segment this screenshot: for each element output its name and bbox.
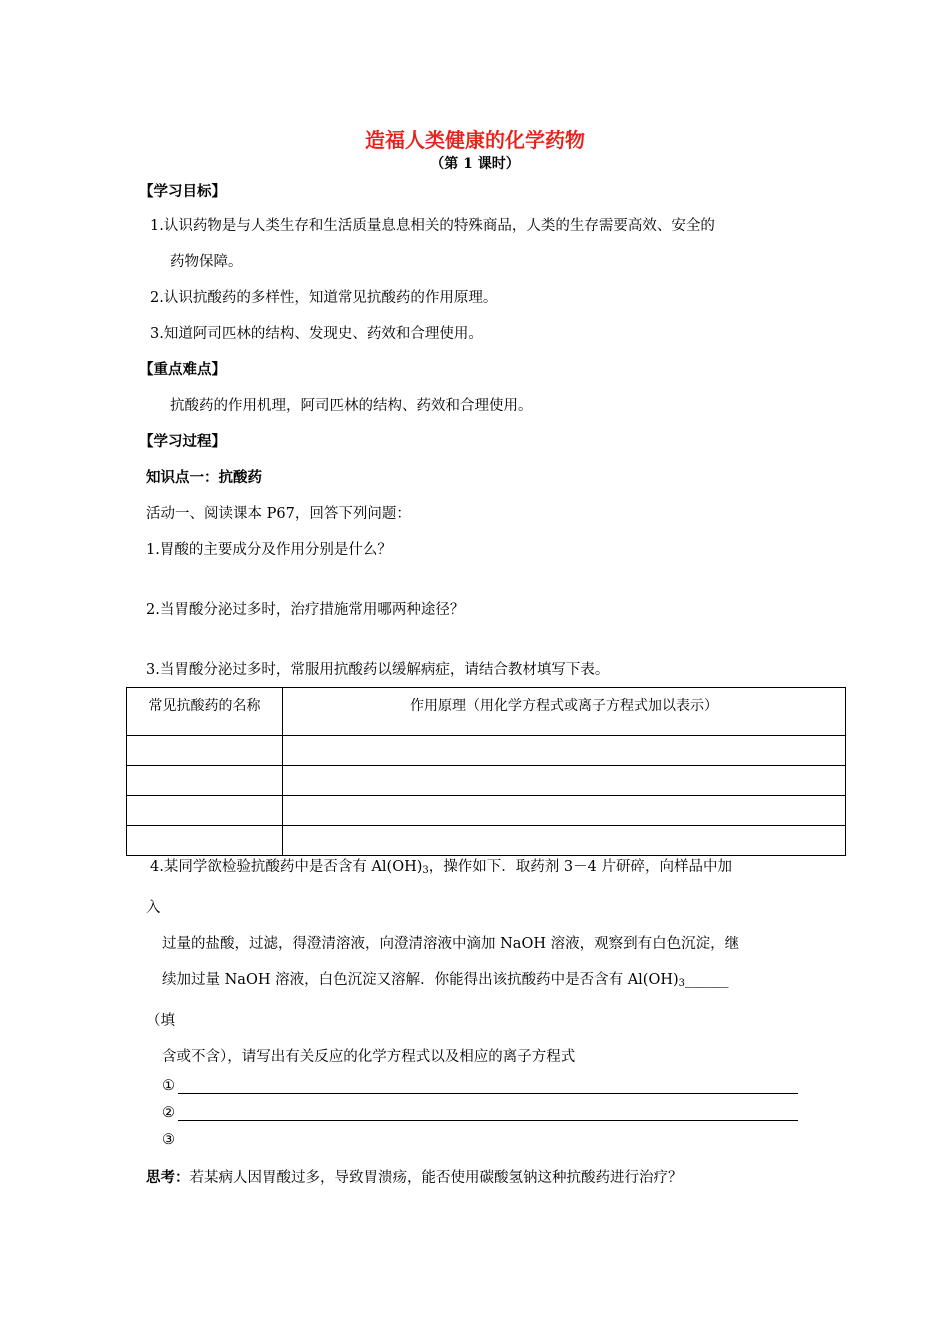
table-header-name: 常见抗酸药的名称 <box>127 688 283 736</box>
table-cell-blank[interactable] <box>127 736 283 766</box>
table-cell-blank[interactable] <box>283 736 846 766</box>
think-label: 思考： <box>146 1169 190 1186</box>
subscript-3: 3 <box>678 978 686 989</box>
question-2: 2.当胃酸分泌过多时，治疗措施常用哪两种途径？ <box>146 602 465 618</box>
table-header-row <box>127 688 846 736</box>
table-row <box>127 736 846 766</box>
question-4-line-4-text: 续加过量 NaOH 溶液，白色沉淀又溶解．你能得出该抗酸药中是否含有 Al(OH) <box>162 972 679 988</box>
table-cell-blank[interactable] <box>283 766 846 796</box>
table-row <box>127 826 846 856</box>
question-4-line-4 <box>162 968 729 989</box>
table-cell-blank[interactable] <box>283 796 846 826</box>
table-row <box>127 766 846 796</box>
goal-item-1-line-2: 药物保障。 <box>170 254 243 270</box>
answer-blank[interactable]: ______ <box>685 972 729 988</box>
question-1: 1.胃酸的主要成分及作用分别是什么？ <box>146 542 392 558</box>
question-3: 3.当胃酸分泌过多时，常服用抗酸药以缓解病症，请结合教材填写下表。 <box>146 662 610 678</box>
table-cell-blank[interactable] <box>283 826 846 856</box>
answer-marker-1: ① <box>162 1078 175 1094</box>
question-4-line-2: 入 <box>146 900 161 916</box>
table-row <box>127 796 846 826</box>
question-4-line-5: （填 <box>146 1013 175 1029</box>
answer-line-1[interactable] <box>178 1093 798 1094</box>
question-4-text-b: ，操作如下．取药剂 3－4 片研碎，向样品中加 <box>428 859 732 875</box>
table-header-principle: 作用原理（用化学方程式或离子方程式加以表示） <box>283 688 846 736</box>
answer-line-2[interactable] <box>178 1120 798 1121</box>
goal-item-3: 3.知道阿司匹林的结构、发现史、药效和合理使用。 <box>150 326 483 342</box>
table-cell-blank[interactable] <box>127 766 283 796</box>
question-4-line-1 <box>150 855 732 876</box>
question-4-line-3: 过量的盐酸，过滤，得澄清溶液，向澄清溶液中滴加 NaOH 溶液，观察到有白色沉淀，继 <box>162 936 740 952</box>
question-4-line-6: 含或不含），请写出有关反应的化学方程式以及相应的离子方程式 <box>162 1049 576 1065</box>
key-points-text: 抗酸药的作用机理，阿司匹林的结构、药效和合理使用。 <box>170 398 533 414</box>
table-cell-blank[interactable] <box>127 826 283 856</box>
think-question <box>146 1166 683 1187</box>
knowledge-point-1: 知识点一：抗酸药 <box>146 469 262 486</box>
document-subtitle: （第 1 课时） <box>430 156 520 172</box>
goals-heading: 【学习目标】 <box>139 183 226 200</box>
table-cell-blank[interactable] <box>127 796 283 826</box>
think-text: 若某病人因胃酸过多，导致胃溃疡，能否使用碳酸氢钠这种抗酸药进行治疗？ <box>189 1170 683 1186</box>
answer-marker-2: ② <box>162 1105 175 1121</box>
antacid-table <box>126 687 846 856</box>
process-heading: 【学习过程】 <box>139 433 226 450</box>
document-title: 造福人类健康的化学药物 <box>365 128 585 152</box>
answer-marker-3: ③ <box>162 1132 175 1148</box>
key-points-heading: 【重点难点】 <box>139 361 226 378</box>
activity-1: 活动一、阅读课本 P67，回答下列问题： <box>146 506 411 522</box>
question-4-text-a: 4.某同学欲检验抗酸药中是否含有 Al(OH) <box>150 859 423 875</box>
goal-item-1-line-1: 1.认识药物是与人类生存和生活质量息息相关的特殊商品，人类的生存需要高效、安全的 <box>150 218 715 234</box>
subscript-3: 3 <box>422 865 429 876</box>
goal-item-2: 2.认识抗酸药的多样性，知道常见抗酸药的作用原理。 <box>150 290 498 306</box>
